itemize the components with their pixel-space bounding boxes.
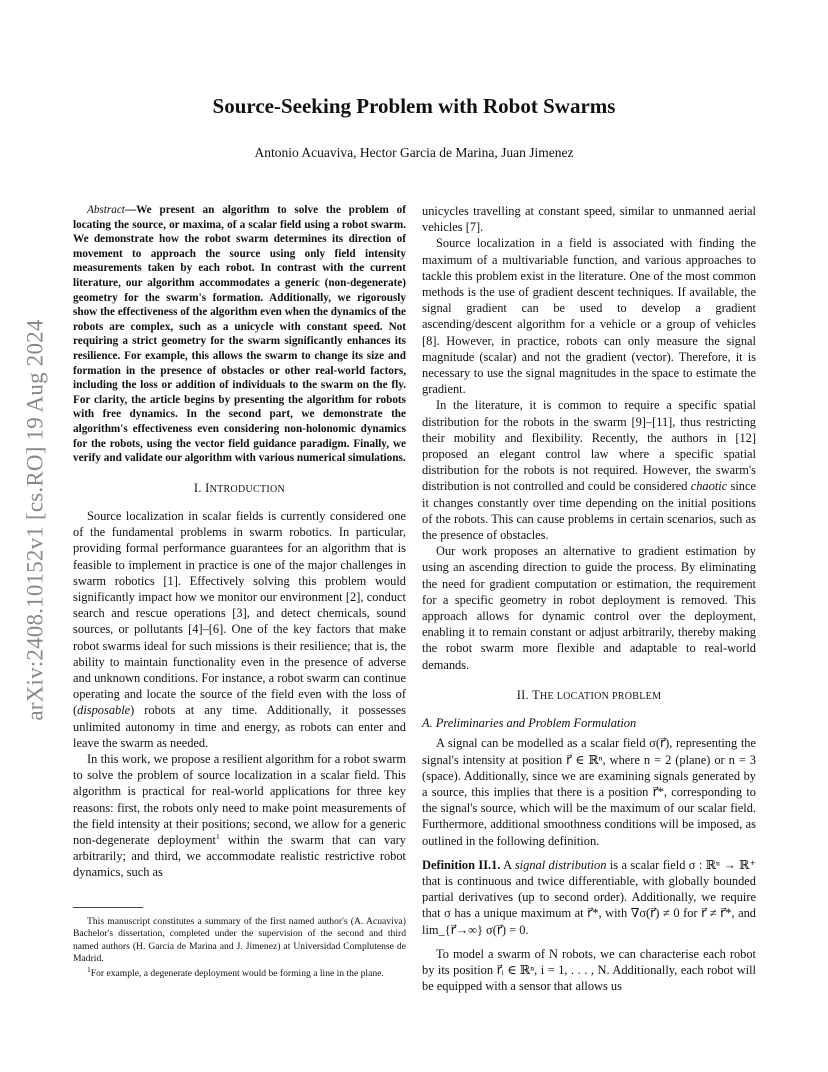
right-paragraph-4: A signal can be modelled as a scalar field σ(r⃗), representing the signal's intensity at position r⃗ ∈ ℝⁿ, where n = 2 (plane) or n = 3 (space). Additionally, since we are examining signals generated by a source, this implies that there is a position r⃗*, corresponding to the signal's source, which will be the maximum of our scalar field. Furthermore, additional smoothness conditions will be imposed, as outlined in the following definition.: [422, 736, 756, 848]
right-column: [422, 203, 756, 994]
abstract-lead: Abstract: [87, 204, 125, 216]
footnote-1: $^1$For example, a degenerate deployment would be forming a line in the plane.: [87, 964, 384, 979]
subsection-heading: A. Preliminaries and Problem Formulation: [422, 716, 637, 731]
intro-paragraph-1: Source localization in scalar fields is currently considered one of the fundamental problems in swarm robotics. In particular, providing formal performance guarantees for an algorithm that is feasible to implement in practice is one of the major challenges in swarm robotics [1]. Effectively solving this problem would significantly impact how we monitor our environment [2], conduct search and rescue operations [3], and detect chemicals, sound sources, or pollutants [4]–[6]. One of the key factors that make robot swarms ideal for such missions is their resilience; that is, the ability to maintain functionality even in the presence of adverse and unknown conditions. For instance, a robot swarm can continue operating and locate the source of the field even with the loss of (disposable) robots at any time. Additionally, it possesses unlimited autonomy in time and energy, as robots can enter and leave the swarm as needed.: [73, 508, 406, 750]
arxiv-identifier: arXiv:2408.10152v1 [cs.RO] 19 Aug 2024: [23, 319, 49, 721]
definition-label: Definition II.1.: [422, 857, 501, 872]
footnote-manuscript: This manuscript constitutes a summary of the first named author's (A. Acuaviva) Bachelor's dissertation, completed under the supervision of the second and third named authors (H. Garcia de Marina and J. Jimenez) at Universidad Complutense de Madrid.: [73, 916, 406, 965]
right-paragraph-1: Source localization in a field is associated with finding the maximum of a multivariable function, and various approaches to tackle this problem exist in the literature. One of the most common methods is the use of gradient descent techniques. If available, the signal gradient can be used to develop a gradient ascending/descent algorithm for a vehicle or a group of vehicles [8]. However, in practice, robots can only measure the signal magnitude (scalar) and not the gradient (vector). Therefore, it is necessary to use the signal magnitudes in the space to estimate the gradient.: [422, 236, 756, 397]
right-paragraph-0: unicycles travelling at constant speed, similar to unmanned aerial vehicles [7].: [422, 204, 756, 235]
abstract: [73, 203, 406, 466]
abstract-dash: —: [124, 204, 137, 216]
footnotes: [73, 916, 406, 982]
intro-paragraph-2: In this work, we propose a resilient algorithm for a robot swarm to solve the problem of source localization in a scalar field. This algorithm is practical for real-world applications for three key reasons: first, the robots only need to make point measurements of the field intensity at their positions; second, we allow for a generic non-degenerate deployment$^1$ within the swarm that can vary arbitrarily; and third, we accommodate realistic restrictive robot dynamics, such as: [73, 751, 407, 880]
right-paragraph-2: In the literature, it is common to require a specific spatial distribution for the robots in the swarm [9]–[11], thus restricting their mobility and flexibility. Recently, the authors in [12] proposed an elegant control law where a specific spatial distribution for the robots is not required. However, the swarm's distribution is not controlled and could be considered chaotic since it changes constantly over time depending on the initial positions of the robots. This can cause problems in certain scenarios, such as the presence of obstacles.: [422, 398, 756, 543]
right-paragraph-3: Our work proposes an alternative to gradient estimation by using an ascending direction to guide the process. By eliminating the need for gradient computation or estimation, the requirement for a specific geometry in robot deployment is removed. This approach allows for dynamic control over the deployment, enabling it to remain constant or adjust arbitrarily, thereby making the robot swarm more flexible and adaptable to real-world demands.: [422, 544, 756, 672]
paper-authors: Antonio Acuaviva, Hector Garcia de Marina, Juan Jimenez: [254, 145, 574, 160]
right-paragraph-5: To model a swarm of N robots, we can characterise each robot by its position r⃗ᵢ ∈ ℝⁿ, i = 1, . . . , N. Additionally, each robot will be equipped with a sensor that allows us: [422, 946, 756, 994]
footnote-marker: 1: [215, 831, 220, 841]
footnote-divider: [73, 907, 143, 908]
abstract-text: We present an algorithm to solve the problem of locating the source, or maxima, of a scalar field using a robot swarm. We demonstrate how the robot swarm determines its direction of movement to approach the source using only field intensity measurements taken by each robot. In contrast with the current literature, our algorithm accommodates a generic (non-degenerate) geometry for the swarm's formation. Additionally, we rigorously show the effectiveness of the algorithm even when the dynamics of the robots are complex, such as a unicycle with constant speed. Not requiring a strict geometry for the swarm significantly enhances its resilience. For example, this allows the swarm to change its size and formation in the presence of obstacles or other real-world factors, including the loss or addition of individuals to the swarm on the fly. For clarity, the article begins by presenting the algorithm for robots with free dynamics. In the second part, we demonstrate the algorithm's effectiveness even considering non-holonomic dynamics for the robots, using the vector field guidance paradigm. Finally, we verify and validate our algorithm with various numerical simulations.: [73, 204, 406, 465]
section-heading-introduction: I. INTRODUCTION: [193, 480, 286, 495]
paper-title: Source-Seeking Problem with Robot Swarms: [212, 94, 616, 118]
left-column: [73, 203, 406, 881]
arxiv-sidebar: [16, 270, 56, 770]
definition-block: Definition II.1. A signal distribution is a scalar field σ : ℝⁿ → ℝ⁺ that is continuous and twice differentiable, with globally bounded partial derivatives (up to second order). Additionally, we require that σ has a unique maximum at r⃗*, with ∇σ(r⃗) ≠ 0 for r⃗ ≠ r⃗*, and lim_{r⃗→∞} σ(r⃗) = 0.: [422, 857, 756, 937]
section-heading-location-problem: II. THE LOCATION PROBLEM: [516, 687, 662, 702]
